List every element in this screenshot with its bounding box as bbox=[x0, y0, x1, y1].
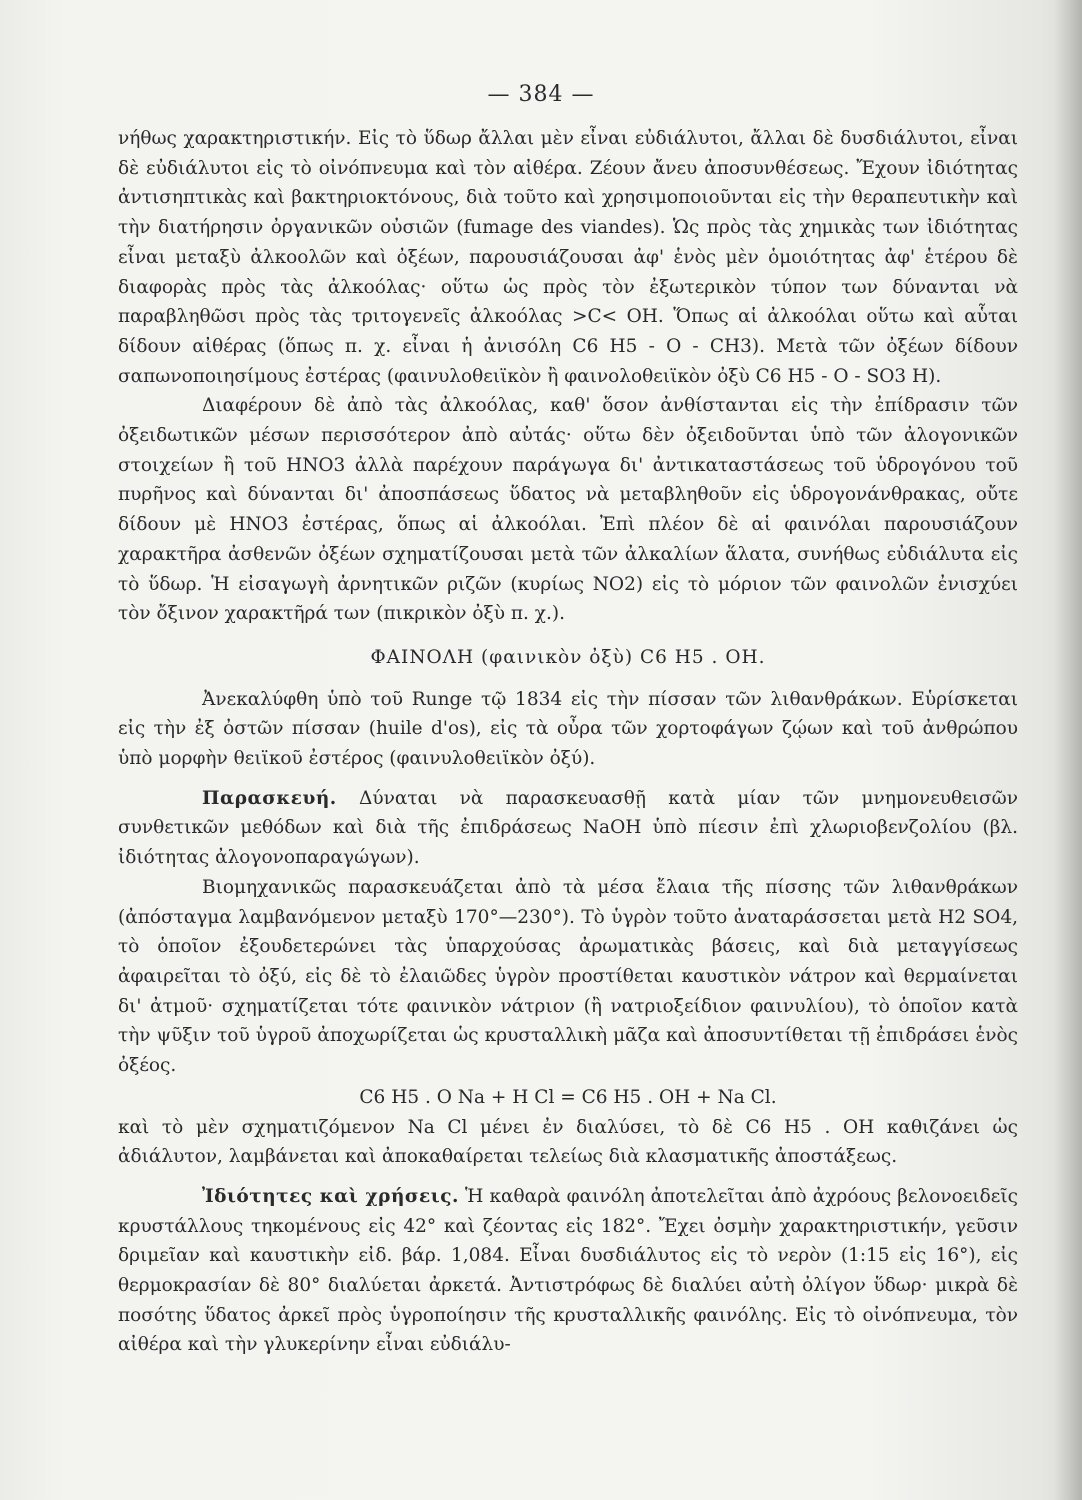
paragraph-5: Βιομηχανικῶς παρασκευάζεται ἀπὸ τὰ μέσα ἔλαια τῆς πίσσης τῶν λιθανθράκων (ἀπόσταγμα λαμβανόμενον μεταξὺ 170°—230°). Τὸ ὑγρὸν τοῦτο ἀναταράσσεται μετὰ H2 SO4, τὸ ὁποῖον ἐξουδετερώνει τὰς ὑπαρχούσας ἀρωματικὰς βάσεις, καὶ διὰ μεταγγίσεως ἀφαιρεῖται τὸ ὀξύ, εἰς δὲ τὸ ἐλαιῶδες ὑγρὸν προστίθεται καυστικὸν νάτρον καὶ θερμαίνεται δι' ἀτμοῦ· σχηματίζεται τότε φαινικὸν νάτριον (ἢ νατριοξείδιον φαινυλίου), τὸ ὁποῖον κατὰ τὴν ψῦξιν τοῦ ὑγροῦ ἀποχωρίζεται ὡς κρυσταλλικὴ μᾶζα καὶ ἀποσυντίθεται τῇ ἐπιδράσει ἑνὸς ὀξέος. bbox=[118, 876, 1018, 1077]
spacer bbox=[118, 774, 1018, 784]
book-spine-shadow bbox=[1054, 0, 1082, 1500]
paragraph-1: νήθως χαρακτηριστικήν. Εἰς τὸ ὕδωρ ἄλλαι μὲν εἶναι εὐδιάλυτοι, ἄλλαι δὲ δυσδιάλυτοι, εἶναι δὲ εὐδιάλυτοι εἰς τὸ οἰνόπνευμα καὶ τὸν αἰθέρα. Ζέουν ἄνευ ἀποσυνθέσεως. Ἔχουν ἰδιότητας ἀντισηπτικὰς καὶ βακτηριοκτόνους, διὰ τοῦτο καὶ χρησιμοποιοῦνται εἰς τὴν θεραπευτικὴν καὶ τὴν διατήρησιν ὀργανικῶν οὐσιῶν (fumage des viandes). Ὡς πρὸς τὰς χημικὰς των ἰδιότητας εἶναι μεταξὺ ἀλκοολῶν καὶ ὀξέων, παρουσιάζουσαι ἀφ' ἑνὸς μὲν ὁμοιότητας ἀφ' ἑτέρου δὲ διαφορὰς πρὸς τὰς ἀλκοόλας· οὕτω ὡς πρὸς τὸν ἐξωτερικὸν τύπον των δύνανται νὰ παραβληθῶσι πρὸς τὰς τριτογενεῖς ἀλκοόλας >C< OH. Ὅπως αἱ ἀλκοόλαι οὕτω καὶ αὗται δίδουν αἰθέρας (ὅπως π. χ. εἶναι ἡ ἀνισόλη C6 H5 - O - CH3). Μετὰ τῶν ὀξέων δίδουν σαπωνοποιησίμους ἐστέρας (φαινυλοθειϊκὸν ἢ φαινολοθειϊκὸν ὀξὺ C6 H5 - O - SO3 H). bbox=[118, 128, 1018, 387]
body-text bbox=[118, 124, 1018, 1360]
paragraph-2: Διαφέρουν δὲ ἀπὸ τὰς ἀλκοόλας, καθ' ὅσον ἀνθίστανται εἰς τὴν ἐπίδρασιν τῶν ὀξειδωτικῶν μέσων περισσότερον ἀπὸ αὐτάς· οὕτω δὲν ὀξειδοῦνται ὑπὸ τῶν ἀλογονικῶν στοιχείων ἢ τοῦ HNO3 ἀλλὰ παρέχουν παράγωγα δι' ἀντικαταστάσεως τοῦ ὑδρογόνου τοῦ πυρῆνος καὶ δύνανται δι' ἀποσπάσεως ὕδατος νὰ μεταβληθοῦν εἰς ὑδρογονάνθρακας, οὔτε δίδουν μὲ HNO3 ἐστέρας, ὅπως αἱ ἀλκοόλαι. Ἐπὶ πλέον δὲ αἱ φαινόλαι παρουσιάζουν χαρακτῆρα ἀσθενῶν ὀξέων σχηματίζουσαι μετὰ τῶν ἀλκαλίων ἅλατα, συνήθως εὐδιάλυτα εἰς τὸ ὕδωρ. Ἡ εἰσαγωγὴ ἀρνητικῶν ριζῶν (κυρίως NO2) εἰς τὸ μόριον τῶν φαινολῶν ἐνισχύει τὸν ὄξινον χαρακτῆρά των (πικρικὸν ὀξὺ π. χ.). bbox=[118, 395, 1018, 625]
chemical-equation: C6 H5 . O Na + H Cl = C6 H5 . OH + Na Cl. bbox=[359, 1086, 777, 1108]
paragraph-4: Δύναται νὰ παρασκευασθῇ κατὰ μίαν τῶν μνημονευθεισῶν συνθετικῶν μεθόδων καὶ διὰ τῆς ἐπιδράσεως NaOH ὑπὸ πίεσιν ἐπὶ χλωριοβενζολίου (βλ. ἰδιότητας ἀλογονοπαραγώγων). bbox=[118, 787, 1018, 869]
subheading-properties: Ἰδιότητες καὶ χρήσεις. bbox=[202, 1185, 459, 1207]
page-number: — 384 — bbox=[487, 82, 595, 107]
paragraph-preparation bbox=[118, 784, 1018, 873]
paragraph-3: Ἀνεκαλύφθη ὑπὸ τοῦ Runge τῷ 1834 εἰς τὴν πίσσαν τῶν λιθανθράκων. Εὑρίσκεται εἰς τὴν ἐξ ὀστῶν πίσσαν (huile d'os), εἰς τὰ οὖρα τῶν χορτοφάγων ζῴων καὶ τοῦ ἀνθρώπου ὑπὸ μορφὴν θειϊκοῦ ἐστέρος (φαινυλοθειϊκὸν ὀξύ). bbox=[118, 688, 1018, 770]
paragraph-properties bbox=[118, 1182, 1018, 1360]
spacer bbox=[118, 1172, 1018, 1182]
paragraph-6: καὶ τὸ μὲν σχηματιζόμενον Na Cl μένει ἐν διαλύσει, τὸ δὲ C6 H5 . OH καθιζάνει ὡς ἀδιάλυτον, λαμβάνεται καὶ ἀποκαθαίρεται τελείως διὰ κλασματικῆς ἀποστάξεως. bbox=[118, 1116, 1018, 1168]
paragraph-7: Ἡ καθαρὰ φαινόλη ἀποτελεῖται ἀπὸ ἀχρόους βελονοειδεῖς κρυστάλλους τηκομένους εἰς 42° καὶ ζέοντας εἰς 182°. Ἔχει ὀσμὴν χαρακτηριστικήν, γεῦσιν δριμεῖαν καὶ καυστικὴν εἰδ. βάρ. 1,084. Εἶναι δυσδιάλυτος εἰς τὸ νερὸν (1:15 εἰς 16°), εἰς θερμοκρασίαν δὲ 80° διαλύεται ἀρκετά. Ἀντιστρόφως δὲ διαλύει αὐτὴ ὀλίγον ὕδωρ· μικρὰ δὲ ποσότης ὕδατος ἀρκεῖ πρὸς ὑγροποίησιν τῆς κρυσταλλικῆς φαινόλης. Εἰς τὸ οἰνόπνευμα, τὸν αἰθέρα καὶ τὴν γλυκερίνην εἶναι εὐδιάλυ- bbox=[118, 1185, 1018, 1356]
section-heading-phenol: ΦΑΙΝΟΛΗ (φαινικὸν ὀξὺ) C6 H5 . OH. bbox=[370, 646, 766, 668]
subheading-preparation: Παρασκευή. bbox=[202, 787, 337, 809]
